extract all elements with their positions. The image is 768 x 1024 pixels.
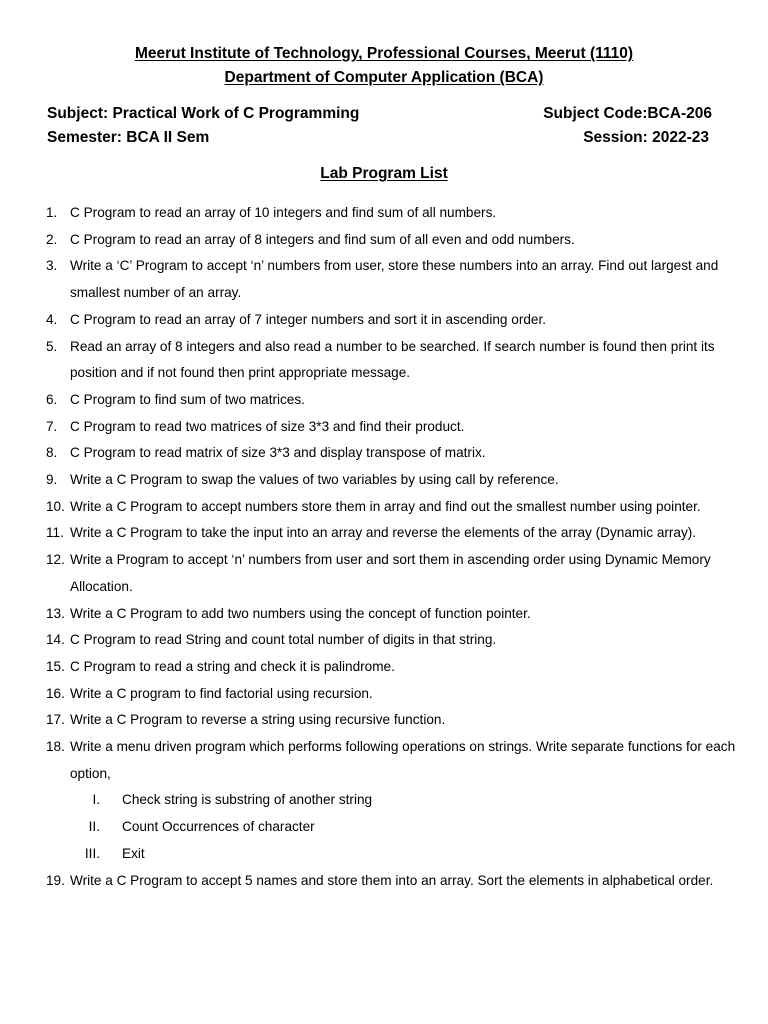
option-item-3 bbox=[70, 841, 736, 868]
program-text: C Program to find sum of two matrices. bbox=[70, 391, 305, 407]
option-item-1 bbox=[70, 787, 736, 814]
session-label: Session: 2022-23 bbox=[583, 129, 709, 146]
program-item-17 bbox=[46, 707, 736, 734]
program-number: 6. bbox=[46, 391, 58, 407]
program-number: 14. bbox=[46, 632, 65, 648]
program-text: C Program to read an array of 8 integers and find sum of all even and odd numbers. bbox=[70, 231, 575, 247]
program-number: 9. bbox=[46, 472, 58, 488]
program-item-18 bbox=[46, 734, 736, 868]
program-number: 5. bbox=[46, 338, 58, 354]
program-number: 8. bbox=[46, 445, 58, 461]
program-number: 17. bbox=[46, 712, 65, 728]
program-text: Write a C Program to swap the values of two variables by using call by reference. bbox=[70, 472, 559, 488]
program-item-7 bbox=[46, 414, 736, 441]
program-text: Write a C Program to accept numbers store them in array and find out the smallest number using pointer. bbox=[70, 498, 701, 514]
program-number: 13. bbox=[46, 605, 65, 621]
program-text: Write a C program to find factorial using recursion. bbox=[70, 685, 373, 701]
program-item-6 bbox=[46, 387, 736, 414]
program-18-options bbox=[70, 787, 736, 867]
semester-label: Semester: BCA II Sem bbox=[47, 129, 210, 146]
program-item-9 bbox=[46, 467, 736, 494]
program-text: Write a menu driven program which performs following operations on strings. Write separate functions for each option, bbox=[70, 739, 736, 781]
department-title: Department of Computer Application (BCA) bbox=[224, 69, 544, 86]
program-item-15 bbox=[46, 654, 736, 681]
program-text: Write a C Program to reverse a string using recursive function. bbox=[70, 712, 446, 728]
program-text: Write a ‘C’ Program to accept ‘n’ numbers from user, store these numbers into an array. Find out largest and smallest number of an array. bbox=[70, 258, 719, 301]
program-item-5 bbox=[46, 334, 736, 387]
option-text: Count Occurrences of character bbox=[122, 819, 315, 835]
program-number: 10. bbox=[46, 498, 65, 514]
program-item-4 bbox=[46, 307, 736, 334]
program-number: 2. bbox=[46, 231, 58, 247]
program-number: 11. bbox=[46, 525, 64, 541]
program-item-13 bbox=[46, 601, 736, 628]
option-text: Check string is substring of another string bbox=[122, 792, 373, 808]
program-item-8 bbox=[46, 440, 736, 467]
program-item-1 bbox=[46, 200, 736, 227]
option-number: I. bbox=[92, 792, 100, 808]
program-item-19 bbox=[46, 868, 736, 895]
program-text: C Program to read an array of 7 integer numbers and sort it in ascending order. bbox=[70, 311, 547, 327]
option-number: III. bbox=[84, 845, 100, 861]
program-text: C Program to read matrix of size 3*3 and display transpose of matrix. bbox=[70, 445, 486, 461]
program-text: C Program to read String and count total number of digits in that string. bbox=[70, 632, 497, 648]
program-list bbox=[46, 200, 736, 894]
program-text: C Program to read a string and check it is palindrome. bbox=[70, 658, 395, 674]
program-number: 7. bbox=[46, 418, 58, 434]
program-text: Read an array of 8 integers and also read a number to be searched. If search number is found then print its position and if not found then print appropriate message. bbox=[70, 338, 715, 381]
program-number: 19. bbox=[46, 872, 65, 888]
program-number: 1. bbox=[46, 205, 58, 220]
institute-title: Meerut Institute of Technology, Professional Courses, Meerut (1110) bbox=[134, 45, 634, 62]
program-item-10 bbox=[46, 494, 736, 521]
subject-label: Subject: Practical Work of C Programming bbox=[47, 105, 360, 122]
program-item-16 bbox=[46, 681, 736, 708]
program-number: 12. bbox=[46, 552, 65, 568]
program-text: Write a C Program to take the input into an array and reverse the elements of the array (Dynamic array). bbox=[70, 525, 697, 541]
program-text: Write a Program to accept ‘n’ numbers from user and sort them in ascending order using Dynamic Memory Allocation. bbox=[70, 552, 711, 594]
option-text: Exit bbox=[122, 845, 145, 861]
lab-program-list-heading: Lab Program List bbox=[320, 165, 448, 182]
option-item-2 bbox=[70, 814, 736, 841]
program-item-11 bbox=[46, 520, 736, 547]
program-number: 3. bbox=[46, 258, 58, 274]
program-item-3 bbox=[46, 253, 736, 306]
program-number: 18. bbox=[46, 739, 65, 755]
program-item-12 bbox=[46, 547, 736, 600]
program-number: 16. bbox=[46, 685, 65, 701]
program-text: Write a C Program to accept 5 names and store them into an array. Sort the elements in alphabetical order. bbox=[70, 872, 714, 888]
option-number: II. bbox=[88, 819, 100, 835]
program-text: C Program to read two matrices of size 3*3 and find their product. bbox=[70, 418, 465, 434]
program-item-2 bbox=[46, 227, 736, 254]
program-text: C Program to read an array of 10 integers and find sum of all numbers. bbox=[70, 205, 497, 220]
program-number: 4. bbox=[46, 311, 58, 327]
program-number: 15. bbox=[46, 658, 65, 674]
program-item-14 bbox=[46, 627, 736, 654]
subject-code-label: Subject Code:BCA-206 bbox=[543, 105, 712, 122]
program-text: Write a C Program to add two numbers using the concept of function pointer. bbox=[70, 605, 531, 621]
